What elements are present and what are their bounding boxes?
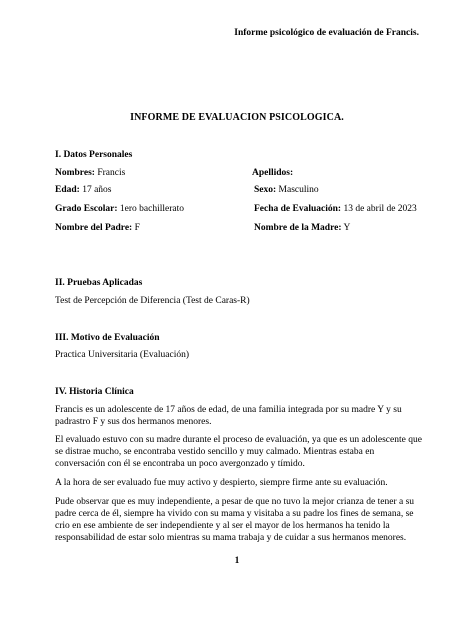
- historia-paragraph-2: [55, 434, 420, 470]
- paragraph-line: se distrae mucho, se encontraba vestido sencillo y muy calmado. Mientras estaba en: [55, 447, 375, 457]
- page-header: Informe psicológico de evaluación de Francis.: [234, 28, 419, 38]
- field-label: Fecha de Evaluación:: [254, 204, 342, 214]
- field-label: Grado Escolar:: [55, 204, 118, 214]
- field-label: Sexo:: [254, 185, 277, 195]
- historia-paragraph-1: [55, 404, 420, 428]
- historia-paragraph-4: [55, 496, 420, 544]
- paragraph-line: padre cerca de él, siempre ha vivido con su mama y visitaba a su padre los fines de semana, se: [55, 509, 414, 519]
- field-fecha: [254, 204, 417, 214]
- field-label: Nombre del Padre:: [55, 223, 133, 233]
- field-madre: [254, 223, 350, 233]
- field-grado: [55, 204, 184, 214]
- section-heading-pruebas: II. Pruebas Aplicadas: [55, 278, 143, 288]
- paragraph-line: A la hora de ser evaluado fue muy activo y despierto, siempre firme ante su evaluación.: [55, 478, 388, 488]
- paragraph-line: Pude observar que es muy independiente, a pesar de que no tuvo la mejor crianza de tener a su: [55, 497, 415, 507]
- paragraph-line: Francis es un adolescente de 17 años de edad, de una familia integrada por su madre Y y su: [55, 405, 402, 415]
- paragraph-line: responsabilidad de estar solo mientras su mama trabaja y de cuidar a sus hermanos menores.: [55, 533, 407, 543]
- field-edad: [55, 185, 112, 195]
- historia-paragraph-3: [55, 477, 420, 489]
- section-heading-datos: I. Datos Personales: [55, 150, 133, 160]
- paragraph-line: El evaluado estuvo con su madre durante el proceso de evaluación, ya que es un adolescente que: [55, 435, 422, 445]
- paragraph-line: padrastro F y sus dos hermanos menores.: [55, 417, 212, 427]
- field-value: Y: [343, 223, 351, 233]
- field-padre: [55, 223, 140, 233]
- field-value: 13 de abril de 2023: [343, 204, 417, 214]
- field-value: F: [134, 223, 140, 233]
- section-heading-motivo: III. Motivo de Evaluación: [55, 333, 160, 343]
- field-label: Apellidos:: [252, 168, 294, 178]
- document-title: INFORME DE EVALUACION PSICOLOGICA.: [130, 112, 344, 123]
- field-value: 17 años: [82, 185, 112, 195]
- pruebas-text: Test de Percepción de Diferencia (Test de Caras-R): [55, 296, 250, 306]
- field-value: 1ero bachillerato: [119, 204, 185, 214]
- field-sexo: [254, 185, 319, 195]
- paragraph-line: conversación con él se encontraba un poco avergonzado y tímido.: [55, 459, 305, 469]
- field-apellidos: [252, 168, 293, 178]
- field-value: Masculino: [278, 185, 319, 195]
- paragraph-line: crio en ese ambiente de ser independiente y al ser el mayor de los hermanos ha tenido la: [55, 521, 390, 531]
- field-label: Nombres:: [55, 168, 95, 178]
- page-number: 1: [234, 556, 240, 566]
- field-label: Edad:: [55, 185, 80, 195]
- motivo-text: Practica Universitaria (Evaluación): [55, 350, 189, 360]
- field-label: Nombre de la Madre:: [254, 223, 342, 233]
- section-heading-historia: IV. Historia Clínica: [55, 387, 134, 397]
- field-nombres: [55, 168, 125, 178]
- field-value: Francis: [97, 168, 126, 178]
